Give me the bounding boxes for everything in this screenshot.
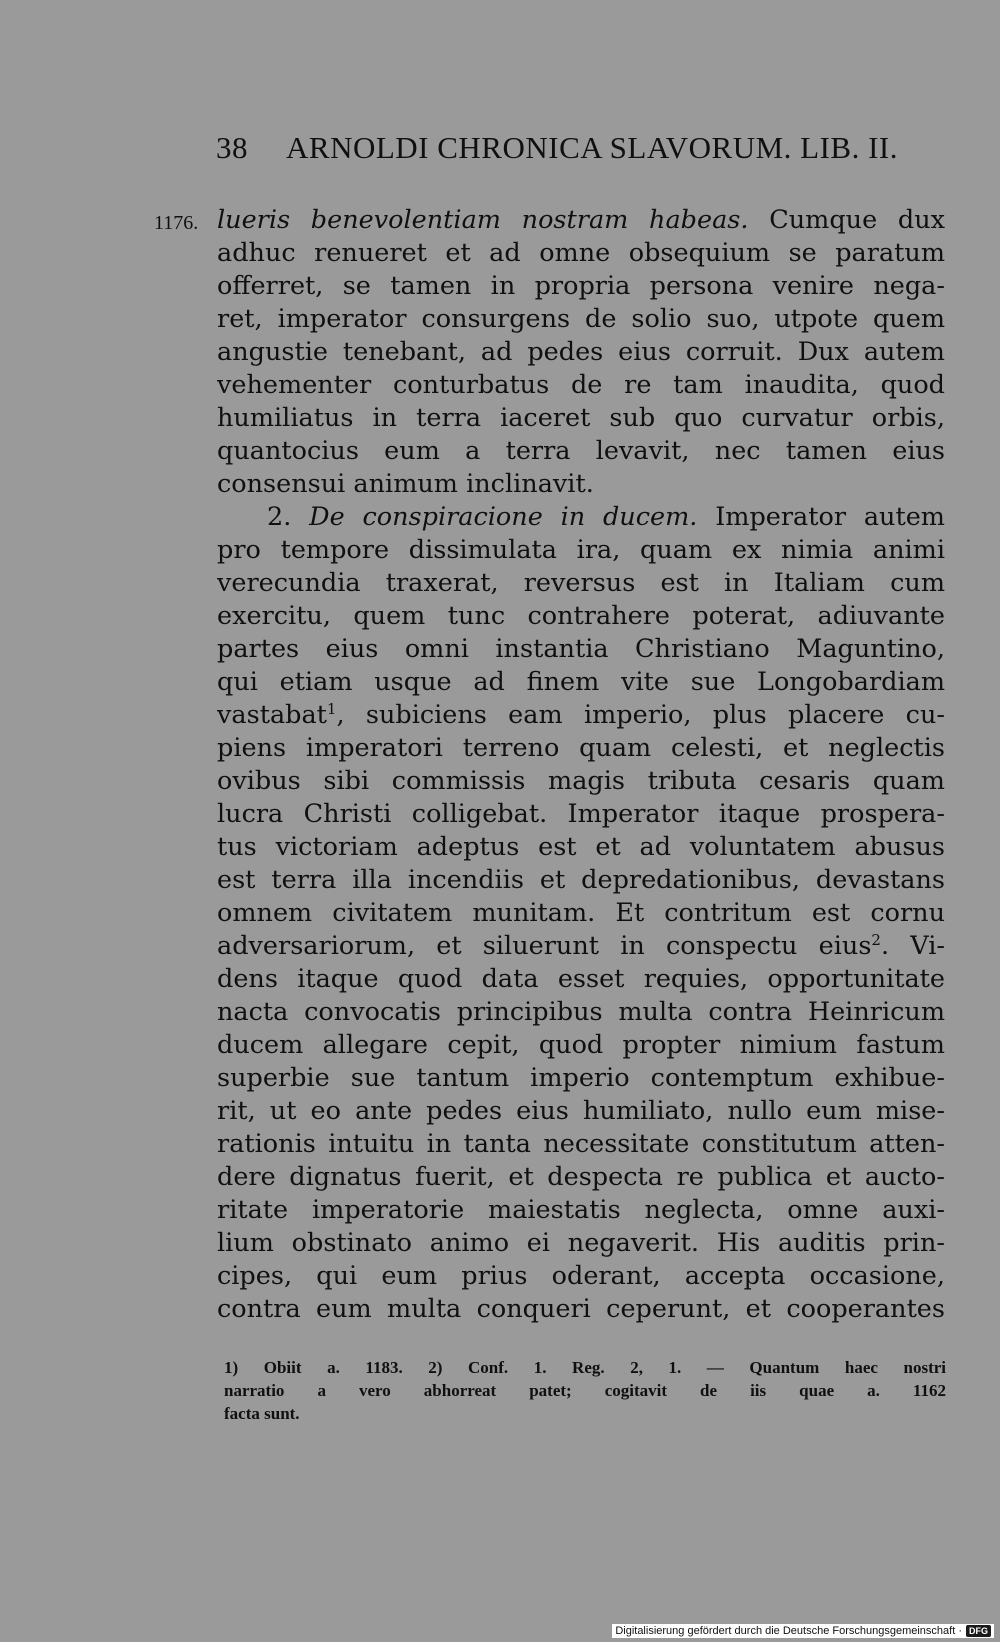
text-line: contra eum multa conqueri ceperunt, et cooperantes [217,1294,945,1324]
text-line: vastabat$^1$, subiciens eam imperio, plus placere cu- [217,700,945,730]
section-number: 2. [267,502,310,532]
text-line: quantocius eum a terra levavit, nec tamen eius [217,436,945,466]
text-line: exercitu, quem tunc contrahere poterat, adiuvante [217,601,945,631]
text-line: piens imperatori terreno quam celesti, et neglectis [217,733,945,763]
footnote-line: 1) Obiit a. 1183. 2) Conf. 1. Reg. 2, 1. — Quantum haec nostri [224,1358,946,1377]
text-line: superbie sue tantum imperio contemptum exhibue- [217,1063,945,1093]
text-line: ovibus sibi commissis magis tributa cesaris quam [217,766,945,796]
text-line: tus victoriam adeptus est et ad voluntatem abusus [217,832,945,862]
text-line: qui etiam usque ad finem vite sue Longobardiam [217,667,945,697]
margin-year: 1176. [154,212,199,234]
text-line: humiliatus in terra iaceret sub quo curvatur orbis, [217,403,945,433]
text-line: est terra illa incendiis et depredationibus, devastans [217,865,945,895]
text-line: partes eius omni instantia Christiano Maguntino, [217,634,945,664]
footnotes [224,1356,946,1425]
text-line: lueris benevolentiam nostram habeas. Cumque dux [217,205,945,235]
footnote-line: narratio a vero abhorreat patet; cogitavit de iis quae a. 1162 [224,1381,946,1400]
text-line: cipes, qui eum prius oderant, accepta occasione, [217,1261,945,1291]
text-line: adversariorum, et siluerunt in conspectu eius$^2$. Vi- [217,931,945,961]
text-line: ritate imperatorie maiestatis neglecta, omne auxi- [217,1195,945,1225]
text-line: adhuc renueret et ad omne obsequium se paratum [217,238,945,268]
text-line: lucra Christi colligebat. Imperator itaque prospera- [217,799,945,829]
text-line: consensui animum inclinavit. [217,469,594,499]
section-heading-line: 2. De conspiracione in ducem. Imperator autem [267,502,945,532]
text-line: nacta convocatis principibus multa contra Heinricum [217,997,945,1027]
text-line: dere dignatus fuerit, et despecta re publica et aucto- [217,1162,945,1192]
text-line: angustie tenebant, ad pedes eius corruit. Dux autem [217,337,945,367]
credit-text: Digitalisierung gefördert durch die Deutsche Forschungsgemeinschaft · [615,1625,962,1637]
text-line: rationis intuitu in tanta necessitate constitutum atten- [217,1129,945,1159]
page-number: 38 [216,130,248,165]
running-header [216,130,934,174]
text-line: ducem allegare cepit, quod propter nimium fastum [217,1030,945,1060]
text-line: pro tempore dissimulata ira, quam ex nimia animi [217,535,945,565]
footnote-ref-1: 1 [326,700,337,718]
text-line: offerret, se tamen in propria persona venire nega- [217,271,945,301]
italic-quote: lueris benevolentiam nostram habeas. [217,205,749,235]
dfg-logo-icon: DFG [966,1625,991,1637]
digitization-credit [612,1624,994,1638]
text-line: omnem civitatem munitam. Et contritum est cornu [217,898,945,928]
section-title: De conspiracione in ducem. [309,502,698,532]
text-line: rit, ut eo ante pedes eius humiliato, nullo eum mise- [217,1096,945,1126]
footnote-line: facta sunt. [224,1404,300,1423]
text-line: vehementer conturbatus de re tam inaudita, quod [217,370,945,400]
footnote-ref-2: 2 [871,931,881,949]
main-text [217,204,945,1326]
text-line: dens itaque quod data esset requies, opportunitate [217,964,945,994]
text-line: lium obstinato animo ei negaverit. His auditis prin- [217,1228,945,1258]
text-line: ret, imperator consurgens de solio suo, utpote quem [217,304,945,334]
running-title: ARNOLDI CHRONICA SLAVORUM. LIB. II. [286,130,898,165]
text-line: verecundia traxerat, reversus est in Italiam cum [217,568,945,598]
